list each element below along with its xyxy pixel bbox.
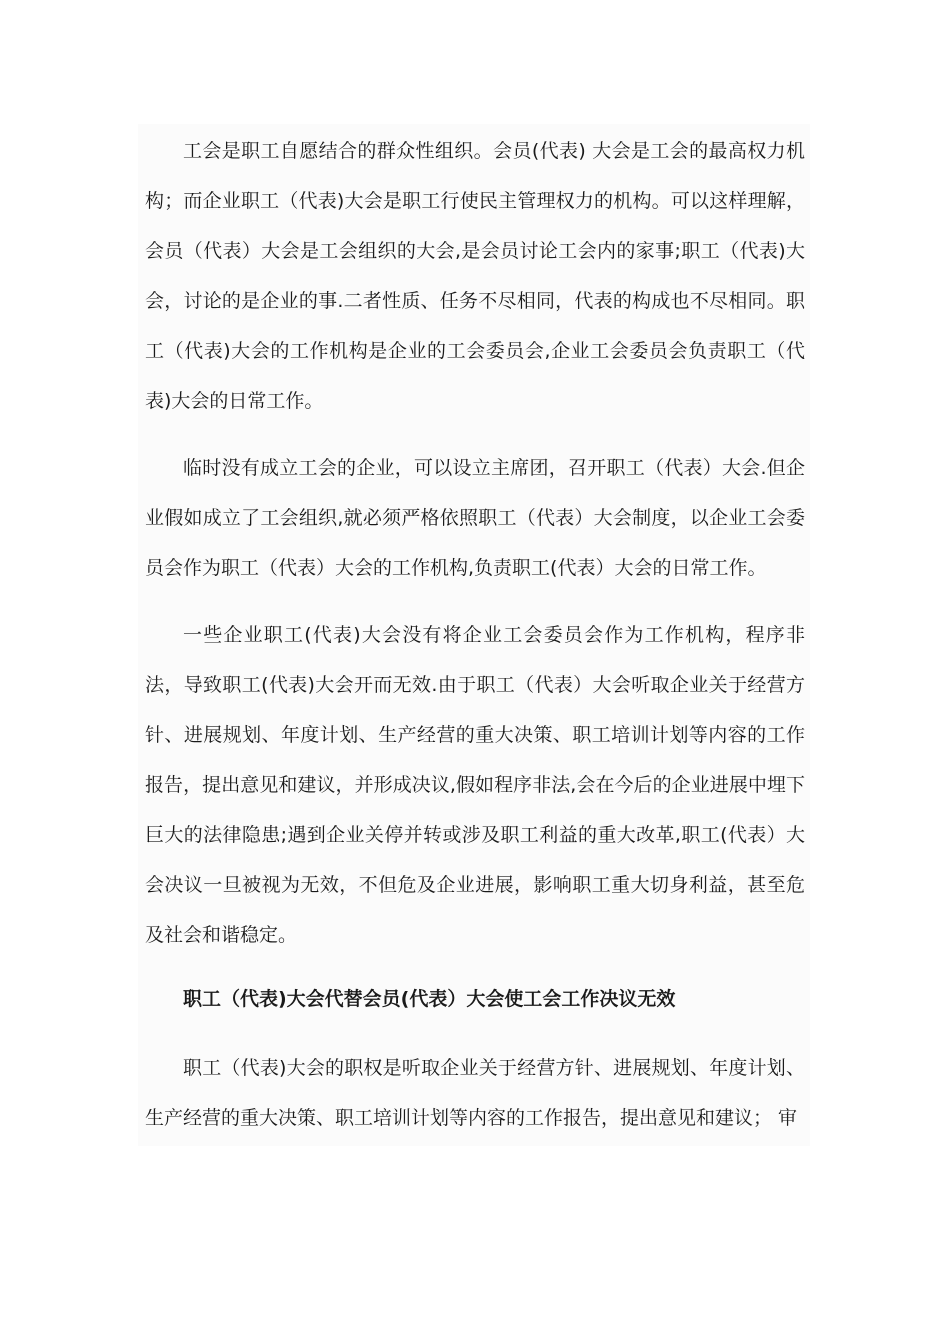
section-heading: 职工（代表)大会代替会员(代表）大会使工会工作决议无效 xyxy=(183,988,676,1010)
paragraph-1: 工会是职工自愿结合的群众性组织。会员(代表) 大会是工会的最高权力机构；而企业职工（代表)大会是职工行使民主管理权力的机构。可以这样理解，会员（代表）大会是工会组织的大会,是会员讨论工会内的家事;职工（代表)大会，讨论的是企业的事.二者性质、任务不尽相同，代表的构成也不尽相同。职工（代表)大会的工作机构是企业的工会委员会,企业工会委员会负责职工（代表)大会的日常工作。 xyxy=(145,140,805,412)
paragraph-2: 临时没有成立工会的企业，可以设立主席团，召开职工（代表）大会.但企业假如成立了工会组织,就必须严格依照职工（代表）大会制度，以企业工会委员会作为职工（代表）大会的工作机构,负责职工(代表）大会的日常工作。 xyxy=(145,457,805,579)
paragraph-3: 一些企业职工(代表)大会没有将企业工会委员会作为工作机构，程序非法，导致职工(代表)大会开而无效.由于职工（代表）大会听取企业关于经营方针、进展规划、年度计划、生产经营的重大决策、职工培训计划等内容的工作报告，提出意见和建议，并形成决议,假如程序非法,会在今后的企业进展中埋下巨大的法律隐患;遇到企业关停并转或涉及职工利益的重大改革,职工(代表）大会决议一旦被视为无效，不但危及企业进展，影响职工重大切身利益，甚至危及社会和谐稳定。 xyxy=(145,624,805,946)
paragraph-4: 职工（代表)大会的职权是听取企业关于经营方针、进展规划、年度计划、生产经营的重大决策、职工培训计划等内容的工作报告，提出意见和建议； 审 xyxy=(145,1057,805,1129)
